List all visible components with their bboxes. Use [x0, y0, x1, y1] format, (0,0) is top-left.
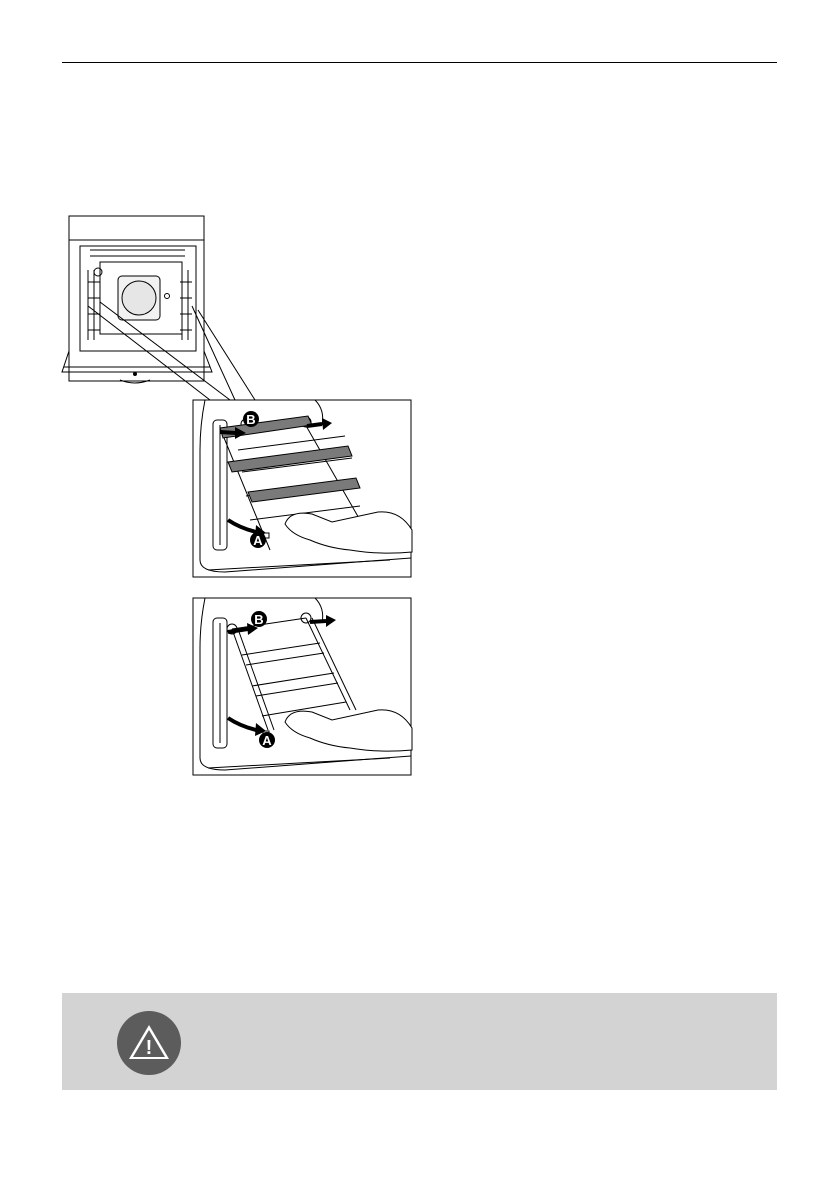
detail-panel-trays [193, 400, 412, 577]
arrow-b-left [220, 432, 236, 433]
warning-triangle-icon [117, 1011, 181, 1075]
callout-b-label: B [254, 612, 264, 627]
callout-b-label: B [246, 412, 256, 427]
detail-panel-rack [193, 598, 412, 775]
warning-symbol: ! [145, 1037, 153, 1059]
callout-a-label: A [262, 733, 272, 748]
oven-front-overview [62, 216, 255, 400]
arrow-b-right [310, 621, 326, 622]
callout-a-label: A [253, 533, 263, 548]
arrow-b-right [307, 424, 322, 426]
top-rule [62, 62, 777, 63]
oven-shelf-removal-illustration [60, 210, 420, 790]
